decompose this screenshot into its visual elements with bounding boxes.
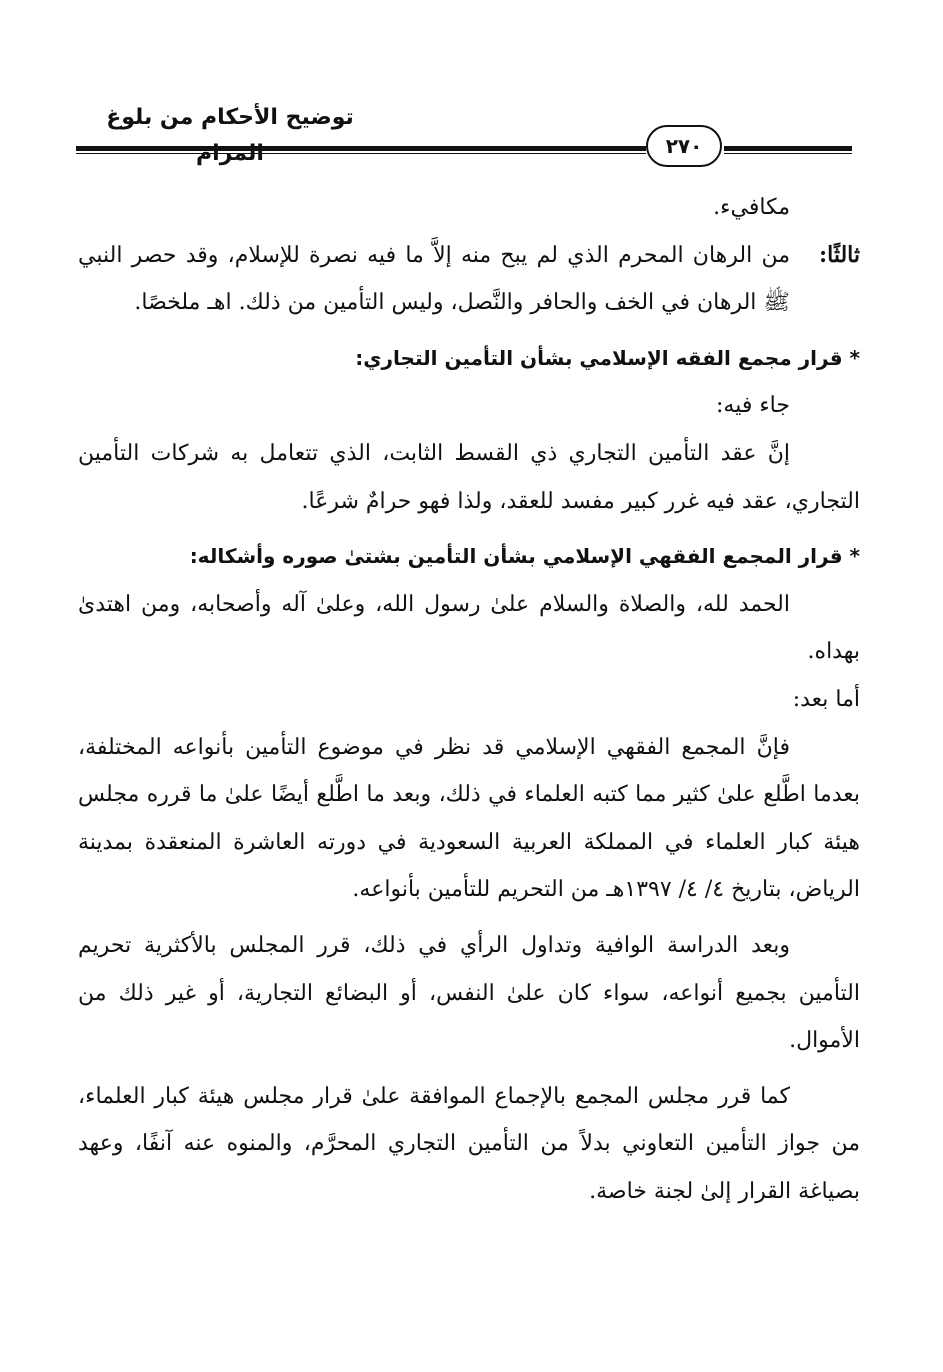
commercial-insurance-ruling: إنَّ عقد التأمين التجاري ذي القسط الثابت، الذي تتعامل به شركات التأمين التجاري، عقد فيه غرر كبير مفسد للعقد، ولذا فهو حرامٌ شرعًا. — [78, 440, 860, 514]
thirdly-paragraph — [78, 232, 860, 327]
continuation-line: مكافيء. — [713, 195, 790, 220]
thirdly-label: ثالثًا: — [819, 241, 860, 268]
page-number: ٢٧٠ — [646, 125, 722, 167]
section-heading-fiqh-council: * قرار مجمع الفقه الإسلامي بشأن التأمين التجاري: — [355, 345, 860, 370]
came-in-it-line: جاء فيه: — [715, 393, 790, 419]
page-body — [78, 184, 860, 1215]
running-header-title: توضيح الأحكام من بلوغ المرام — [106, 105, 354, 166]
header-rule-left — [76, 146, 646, 154]
thirdly-text: من الرهان المحرم الذي لم يبح منه إلاَّ ما فيه نصرة للإسلام، وقد حصر النبي ﷺ الرهان في الخف والحافر والنَّصل، وليس التأمين من ذلك. اهـ ملخصًا. — [78, 242, 790, 316]
majority-decision-paragraph: وبعد الدراسة الوافية وتداول الرأي في ذلك، قرر المجلس بالأكثرية تحريم التأمين بجميع أنواعه، سواء كان علىٰ النفس، أو البضائع التجارية، أو غير ذلك من الأموال. — [78, 932, 860, 1054]
section-heading-fiqh-academy: * قرار المجمع الفقهي الإسلامي بشأن التأمين بشتىٰ صوره وأشكاله: — [189, 544, 860, 569]
academy-review-paragraph: فإنَّ المجمع الفقهي الإسلامي قد نظر في موضوع التأمين بأنواعه المختلفة، بعدما اطَّلع علىٰ كثير مما كتبه العلماء في ذلك، وبعد ما اطَّلع أيضًا علىٰ ما قرره مجلس هيئة كبار العلماء في المملكة العربية السعودية في دورته العاشرة المنعقدة بمدينة الرياض، بتاريخ ٤/ ٤/ ١٣٩٧هـ من التحريم للتأمين بأنواعه. — [78, 734, 860, 903]
amma-baad-line: أما بعد: — [792, 686, 860, 712]
cooperative-insurance-paragraph: كما قرر مجلس المجمع بالإجماع الموافقة علىٰ قرار مجلس هيئة كبار العلماء، من جواز التأمين التعاوني بدلاً من التأمين التجاري المحرَّم، والمنوه عنه آنفًا، وعهد بصياغة القرار إلىٰ لجنة خاصة. — [78, 1083, 860, 1204]
header-rule-right — [724, 146, 852, 154]
opening-praise-paragraph: الحمد لله، والصلاة والسلام علىٰ رسول الله، وعلىٰ آله وأصحابه، ومن اهتدىٰ بهداه. — [78, 591, 860, 665]
